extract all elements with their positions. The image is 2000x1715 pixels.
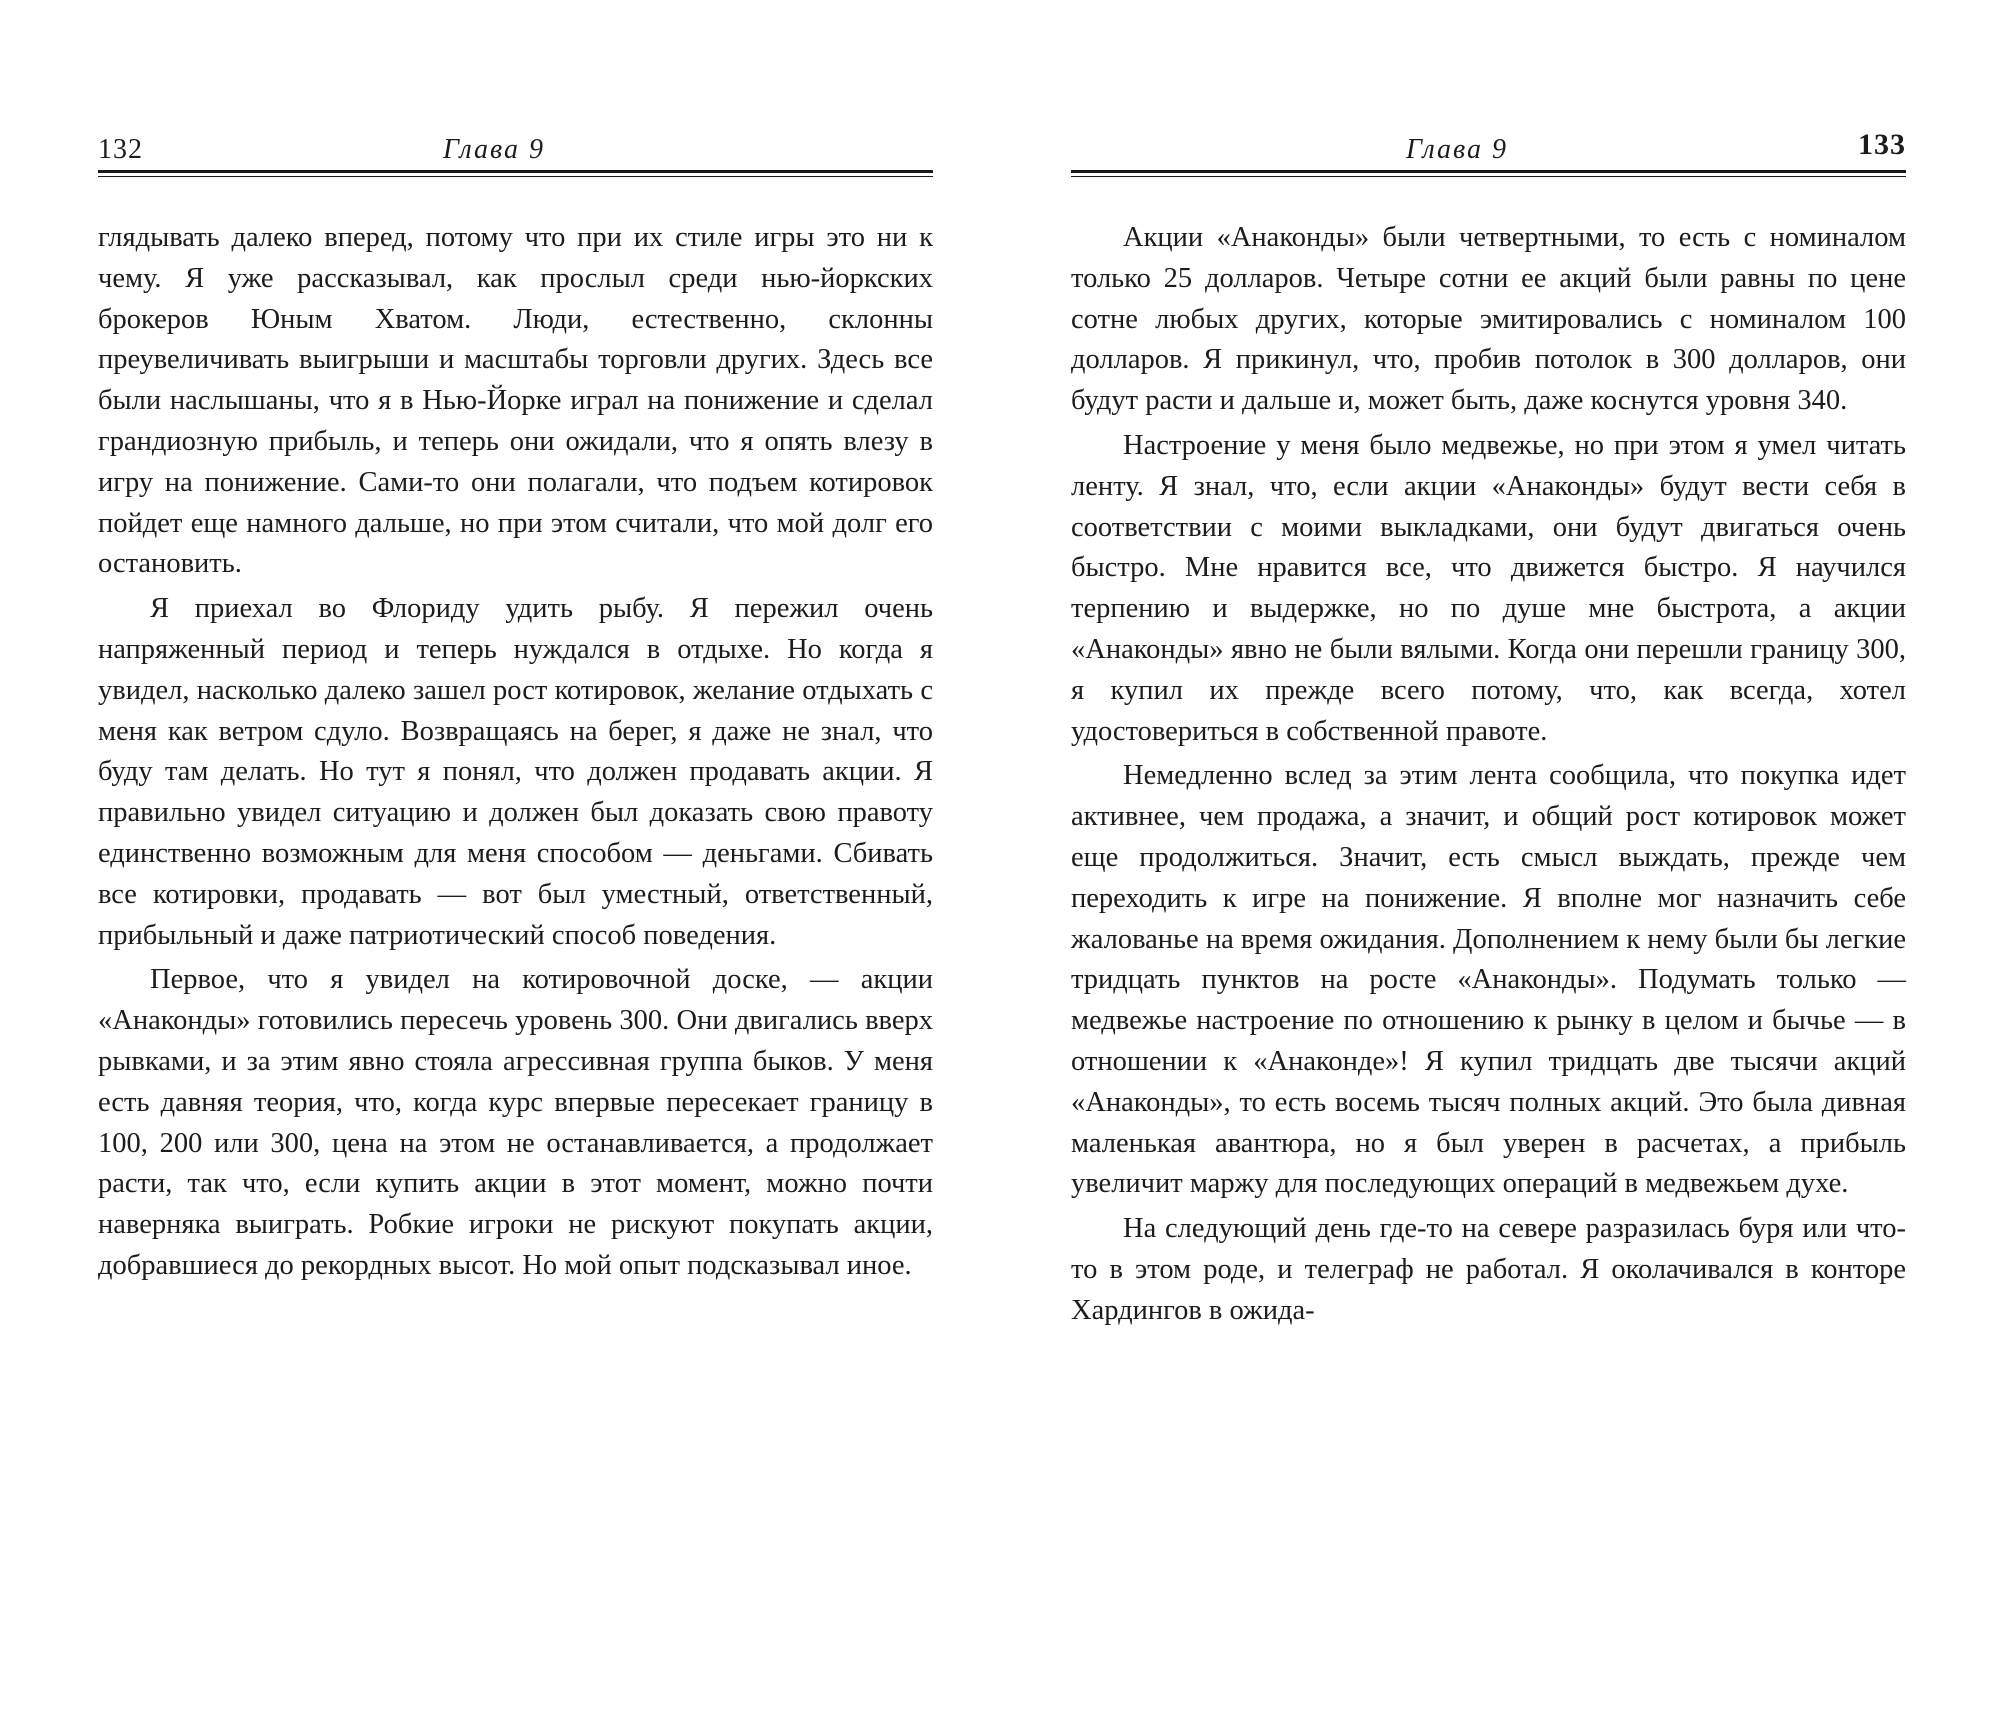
- right-page: [1071, 0, 1906, 1715]
- left-header-rule: [98, 170, 933, 179]
- paragraph: Настроение у меня было медвежье, но при этом я умел читать ленту. Я знал, что, если акции «Анаконды» будут вести себя в соответствии с моими выкладками, они будут двигаться очень быстро. Мне нравится все, что движется быстро. Я научился терпению и выдержке, но по душе мне быстрота, а акции «Анаконды» явно не были вялыми. Когда они перешли границу 300, я купил их прежде всего потому, что, как всегда, хотел удостовериться в собственной правоте.: [1071, 429, 1906, 747]
- left-page: [98, 0, 933, 1715]
- right-running-head: Глава 9: [1406, 134, 1508, 165]
- right-header-rule: [1071, 170, 1906, 179]
- left-running-head: Глава 9: [443, 134, 545, 165]
- paragraph: Немедленно вслед за этим лента сообщила, что покупка идет активнее, чем продажа, а значит, и общий рост котировок может еще продолжиться. Значит, есть смысл выждать, прежде чем переходить к игре на понижение. Я вполне мог назначить себе жалованье на время ожидания. Дополнением к нему были бы легкие тридцать пунктов на росте «Анаконды». Подумать только — медвежье настроение по отношению к рынку в целом и бычье — в отношении к «Анаконде»! Я купил тридцать две тысячи акций «Анаконды», то есть восемь тысяч полных акций. Это была дивная маленькая авантюра, но я был уверен в расчетах, а прибыль увеличит маржу для последующих операций в медвежьем духе.: [1071, 760, 1906, 1200]
- left-body-text: [98, 218, 933, 1291]
- paragraph: Я приехал во Флориду удить рыбу. Я пережил очень напряженный период и теперь нуждался в отдыхе. Но когда я увидел, насколько далеко зашел рост котировок, желание отдыхать с меня как ветром сдуло. Возвращаясь на берег, я даже не знал, что буду там делать. Но тут я понял, что должен продавать акции. Я правильно увидел ситуацию и должен был доказать свою правоту единственно возможным для меня способом — деньгами. Сбивать все котировки, продавать — вот был уместный, ответственный, прибыльный и даже патриотический способ поведения.: [98, 593, 933, 951]
- right-body-text: [1071, 218, 1906, 1336]
- paragraph: Первое, что я увидел на котировочной доске, — акции «Анаконды» готовились пересечь уровень 300. Они двигались вверх рывками, и за этим явно стояла агрессивная группа быков. У меня есть давняя теория, что, когда курс впервые пересекает границу в 100, 200 или 300, цена на этом не останавливается, а продолжает расти, так что, если купить акции в этот момент, можно почти наверняка выиграть. Робкие игроки не рискуют покупать акции, добравшиеся до рекордных высот. Но мой опыт подсказывал иное.: [98, 964, 933, 1281]
- paragraph: На следующий день где-то на севере разразилась буря или что-то в этом роде, и телеграф не работал. Я околачивался в конторе Хардингов в ожида-: [1071, 1213, 1906, 1326]
- right-page-number: 133: [1858, 128, 1906, 161]
- left-page-number: 132: [98, 134, 143, 165]
- paragraph: глядывать далеко вперед, потому что при их стиле игры это ни к чему. Я уже рассказывал, как прослыл среди нью-йоркских брокеров Юным Хватом. Люди, естественно, склонны преувеличивать выигрыши и масштабы торговли других. Здесь все были наслышаны, что я в Нью-Йорке играл на понижение и сделал грандиозную прибыль, и теперь они ожидали, что я опять влезу в игру на понижение. Сами-то они полагали, что подъем котировок пойдет еще намного дальше, но при этом считали, что мой долг его остановить.: [98, 222, 933, 580]
- paragraph: Акции «Анаконды» были четвертными, то есть с номиналом только 25 долларов. Четыре сотни ее акций были равны по цене сотне любых других, которые эмитировались с номиналом 100 долларов. Я прикинул, что, пробив потолок в 300 долларов, они будут расти и дальше и, может быть, даже коснутся уровня 340.: [1071, 222, 1906, 417]
